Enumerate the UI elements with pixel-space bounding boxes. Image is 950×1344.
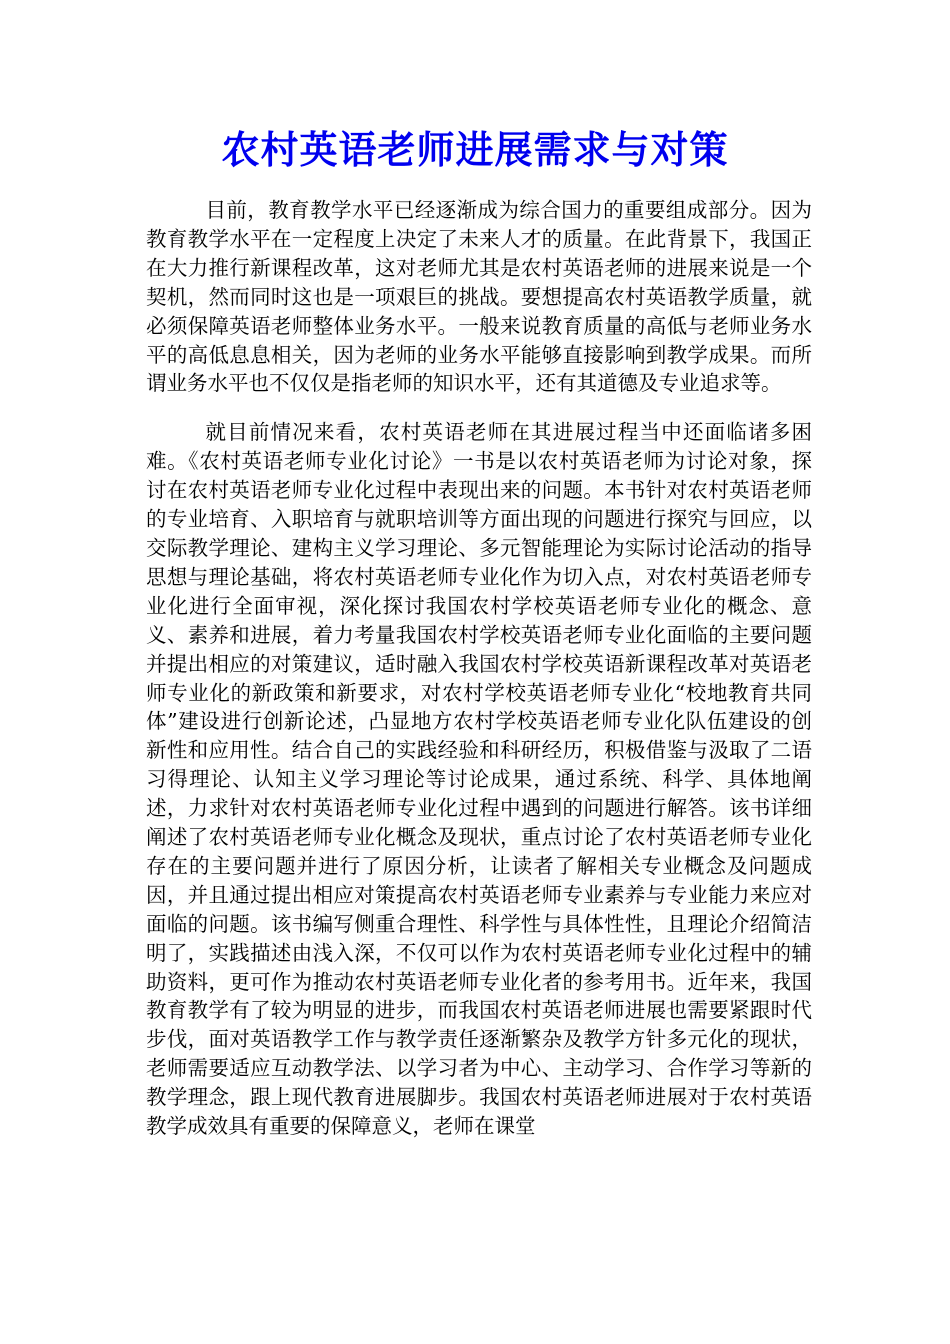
document-body <box>146 196 812 1141</box>
paragraph-1: 目前，教育教学水平已经逐渐成为综合国力的重要组成部分。因为教育教学水平在一定程度上决定了未来人才的质量。在此背景下，我国正在大力推行新课程改革，这对老师尤其是农村英语老师的进展来说是一个契机，然而同时这也是一项艰巨的挑战。要想提高农村英语教学质量，就必须保障英语老师整体业务水平。一般来说教育质量的高低与老师业务水平的高低息息相关，因为老师的业务水平能够直接影响到教学成果。而所谓业务水平也不仅仅是指老师的知识水平，还有其道德及专业追求等。 <box>146 198 812 396</box>
paragraph-2: 就目前情况来看，农村英语老师在其进展过程当中还面临诸多困难。《农村英语老师专业化讨论》一书是以农村英语老师为讨论对象，探讨在农村英语老师专业化过程中表现出来的问题。本书针对农村英语老师的专业培育、入职培育与就职培训等方面出现的问题进行探究与回应，以交际教学理论、建构主义学习理论、多元智能理论为实际讨论活动的指导思想与理论基础，将农村英语老师专业化作为切入点，对农村英语老师专业化进行全面审视，深化探讨我国农村学校英语老师专业化的概念、意义、素养和进展，着力考量我国农村学校英语老师专业化面临的主要问题并提出相应的对策建议，适时融入我国农村学校英语新课程改革对英语老师专业化的新政策和新要求，对农村学校英语老师专业化“校地教育共同体”建设进行创新论述，凸显地方农村学校英语老师专业化队伍建设的创新性和应用性。结合自己的实践经验和科研经历，积极借鉴与汲取了二语习得理论、认知主义学习理论等讨论成果，通过系统、科学、具体地阐述，力求针对农村英语老师专业化过程中遇到的问题进行解答。该书详细阐述了农村英语老师专业化概念及现状，重点讨论了农村英语老师专业化存在的主要问题并进行了原因分析，让读者了解相关专业概念及问题成因，并且通过提出相应对策提高农村英语老师专业素养与专业能力来应对面临的问题。该书编写侧重合理性、科学性与具体性性，且理论介绍简洁明了，实践描述由浅入深，不仅可以作为农村英语老师专业化过程中的辅助资料，更可作为推动农村英语老师专业化者的参考用书。近年来，我国教育教学有了较为明显的进步，而我国农村英语老师进展也需要紧跟时代步伐，面对英语教学工作与教学责任逐渐繁杂及教学方针多元化的现状，老师需要适应互动教学法、以学习者为中心、主动学习、合作学习等新的教学理念，跟上现代教育进展脚步。我国农村英语老师进展对于农村英语教学成效具有重要的保障意义，老师在课堂 <box>146 420 812 1139</box>
document-title: 农村英语老师进展需求与对策 <box>221 127 729 172</box>
